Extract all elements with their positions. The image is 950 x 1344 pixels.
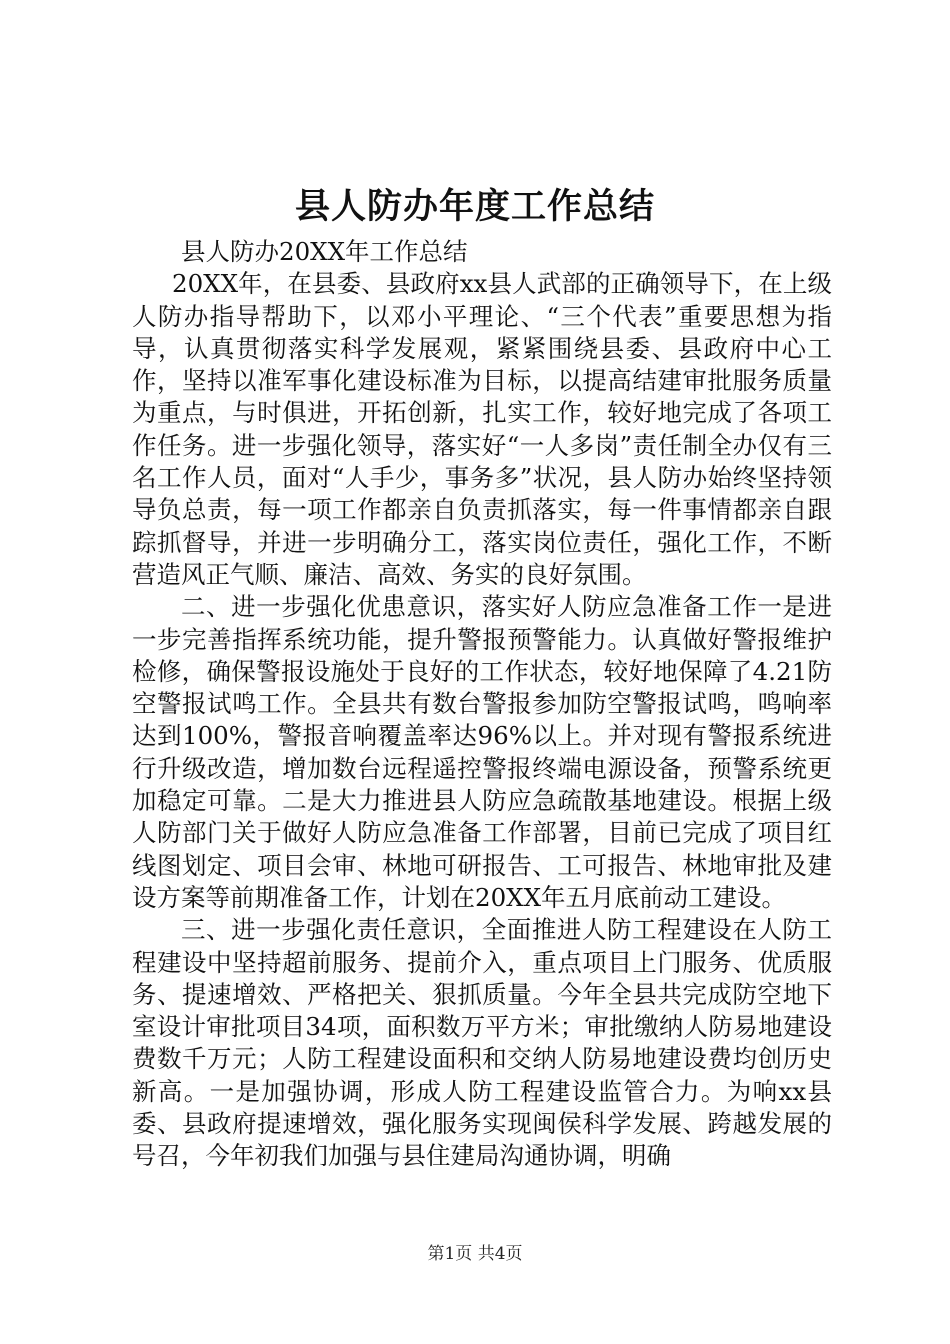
document-title: 县人防办年度工作总结 bbox=[294, 186, 655, 227]
paragraph-3: 三、进一步强化责任意识，全面推进人防工程建设在人防工程建设中坚持超前服务、提前介入，重点项目上门服务、优质服务、提速增效、严格把关、狠抓质量。今年全县共完成防空地下室设计审批项目34项，面积数万平方米；审批缴纳人防易地建设费数千万元；人防工程建设面积和交纳人防易地建设费均创历史新高。一是加强协调，形成人防工程建设监管合力。为响xx县委、县政府提速增效，强化服务实现闽侯科学发展、跨越发展的号召，今年初我们加强与县住建局沟通协调，明确 bbox=[132, 915, 832, 1171]
page-number-footer: 第1页 共4页 bbox=[427, 1244, 523, 1264]
document-body bbox=[132, 236, 832, 1173]
document-subtitle: 县人防办20XX年工作总结 bbox=[181, 237, 468, 266]
paragraph-2: 二、进一步强化优患意识，落实好人防应急准备工作一是进一步完善指挥系统功能，提升警报预警能力。认真做好警报维护检修，确保警报设施处于良好的工作状态，较好地保障了4.21防空警报试鸣工作。全县共有数台警报参加防空警报试鸣，鸣响率达到100%，警报音响覆盖率达96%以上。并对现有警报系统进行升级改造，增加数台远程遥控警报终端电源设备，预警系统更加稳定可靠。二是大力推进县人防应急疏散基地建设。根据上级人防部门关于做好人防应急准备工作部署，目前已完成了项目红线图划定、项目会审、林地可研报告、工可报告、林地审批及建设方案等前期准备工作，计划在20XX年五月底前动工建设。 bbox=[132, 592, 832, 912]
paragraph-1: 20XX年，在县委、县政府xx县人武部的正确领导下，在上级人防办指导帮助下，以邓小平理论、“三个代表”重要思想为指导，认真贯彻落实科学发展观，紧紧围绕县委、县政府中心工作，坚持以准军事化建设标准为目标，以提高结建审批服务质量为重点，与时俱进，开拓创新，扎实工作，较好地完成了各项工作任务。进一步强化领导，落实好“一人多岗”责任制全办仅有三名工作人员，面对“人手少，事务多”状况，县人防办始终坚持领导负总责，每一项工作都亲自负责抓落实，每一件事情都亲自跟踪抓督导，并进一步明确分工，落实岗位责任，强化工作，不断营造风正气顺、廉洁、高效、务实的良好氛围。 bbox=[132, 269, 832, 589]
